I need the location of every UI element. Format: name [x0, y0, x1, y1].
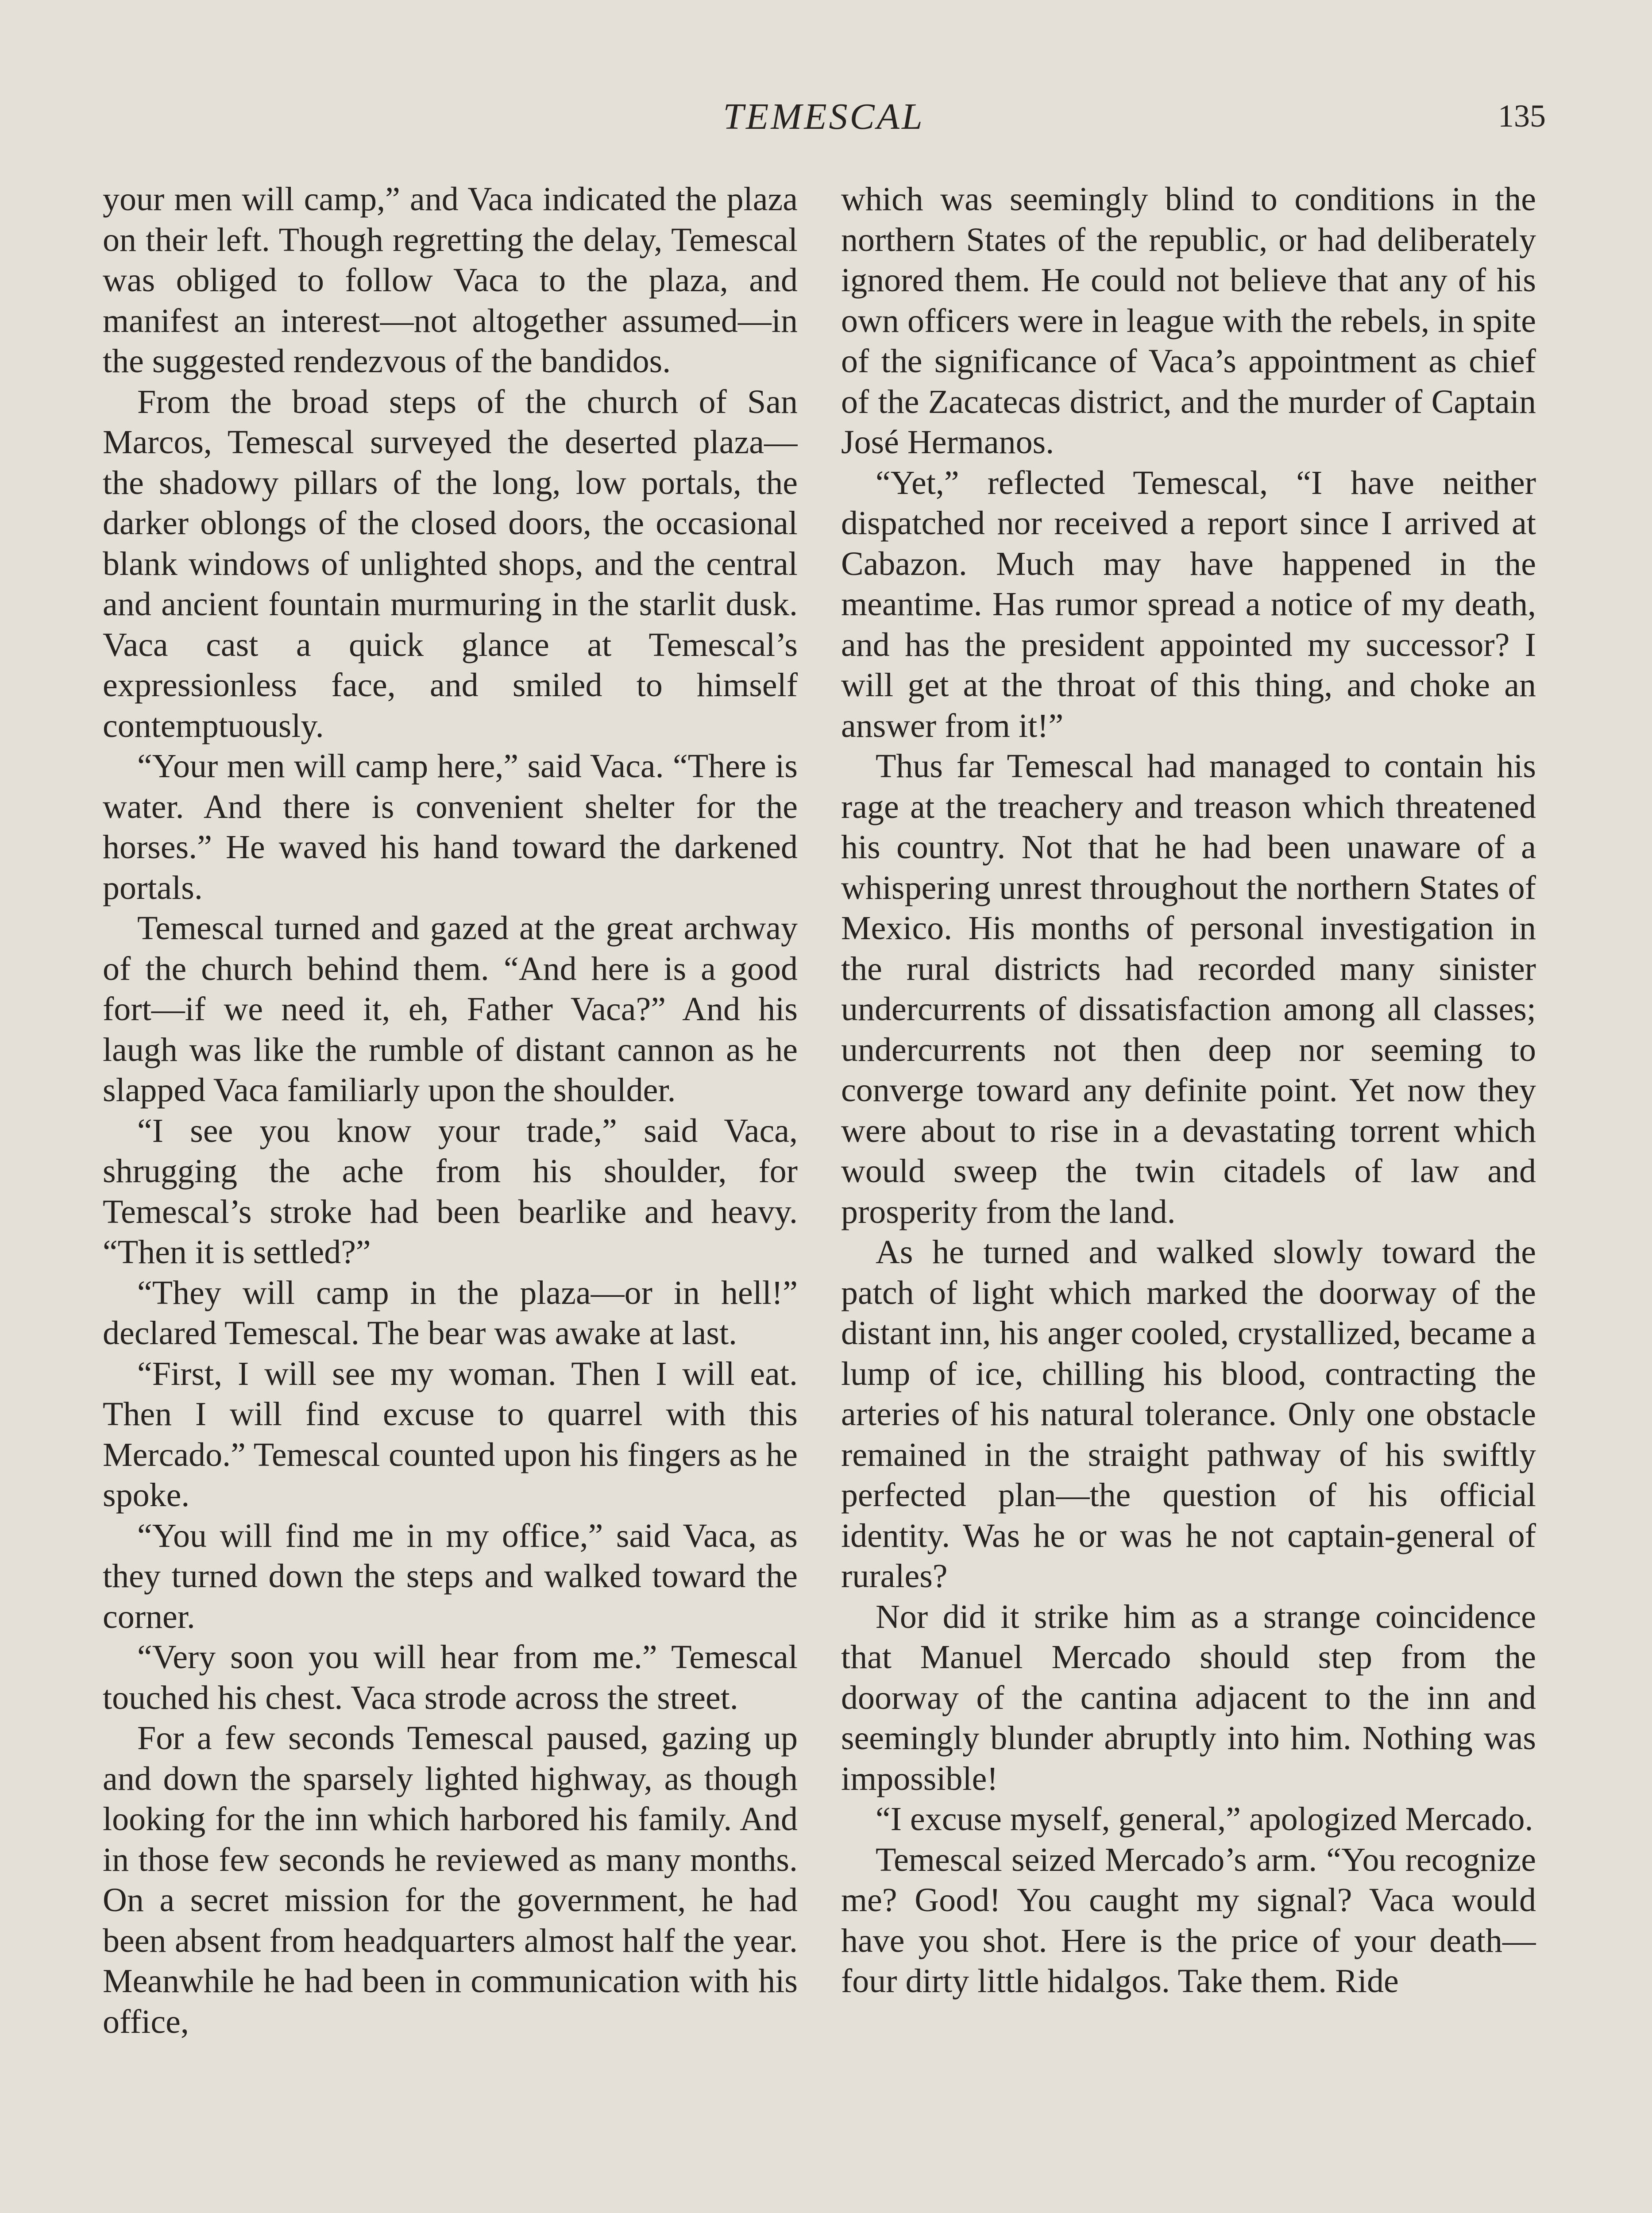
page-header — [102, 95, 1546, 144]
page-number: 135 — [1498, 98, 1546, 134]
paragraph: Nor did it strike him as a strange coincidence that Manuel Mercado should step from the doorway of the cantina adjacent to the inn and seemingly blunder abruptly into him. Nothing was impossible! — [841, 1598, 1536, 1797]
paragraph: “Yet,” reflected Temescal, “I have neither dispatched nor received a report since I arrived at Cabazon. Much may have happened in the meantime. Has rumor spread a notice of my death, and has the president appointed my successor? I will get at the throat of this thing, and choke an answer from it!” — [841, 464, 1536, 744]
paragraph: Temescal turned and gazed at the great archway of the church behind them. “And here is a good fort—if we need it, eh, Father Vaca?” And his laugh was like the rumble of distant cannon as he slapped Vaca familiarly upon the shoulder. — [103, 910, 798, 1109]
paragraph: “I excuse myself, general,” apologized Mercado. — [876, 1800, 1533, 1838]
left-column — [103, 179, 798, 2213]
paragraph: “Your men will camp here,” said Vaca. “There is water. And there is convenient shelter for the horses.” He waved his hand toward the darkened portals. — [103, 748, 798, 906]
paragraph: “First, I will see my woman. Then I will eat. Then I will find excuse to quarrel with this Mercado.” Temescal counted upon his fingers as he spoke. — [103, 1355, 798, 1514]
paragraph: your men will camp,” and Vaca indicated the plaza on their left. Though regretting the delay, Temescal was obliged to follow Vaca to the plaza, and manifest an interest—not altogether assumed—in the suggested rendezvous of the bandidos. — [103, 181, 798, 380]
paragraph: Thus far Temescal had managed to contain his rage at the treachery and treason which threatened his country. Not that he had been unaware of a whispering unrest throughout the northern States of Mexico. His months of personal investigation in the rural districts had recorded many sinister undercurrents of dissatisfaction among all classes; undercurrents not then deep nor seeming to converge toward any definite point. Yet now they were about to rise in a devastating torrent which would sweep the twin citadels of law and prosperity from the land. — [841, 748, 1536, 1230]
right-column — [841, 179, 1536, 2213]
paragraph: From the broad steps of the church of San Marcos, Temescal surveyed the deserted plaza—the shadowy pillars of the long, low portals, the darker oblongs of the closed doors, the occasional blank windows of unlighted shops, and the central and ancient fountain murmuring in the starlit dusk. Vaca cast a quick glance at Temescal’s expressionless face, and smiled to himself contemptuously. — [103, 383, 798, 744]
paragraph: “They will camp in the plaza—or in hell!” declared Temescal. The bear was awake at last. — [103, 1274, 798, 1352]
paragraph: which was seemingly blind to conditions in the northern States of the republic, or had deliberately ignored them. He could not believe that any of his own officers were in league with the rebels, in spite of the significance of Vaca’s appointment as chief of the Zacatecas district, and the murder of Captain José Hermanos. — [841, 181, 1536, 461]
paragraph: Temescal seized Mercado’s arm. “You recognize me? Good! You caught my signal? Vaca would have you shot. Here is the price of your death—four dirty little hidalgos. Take them. Ride — [841, 1841, 1536, 2000]
paragraph: “You will find me in my office,” said Vaca, as they turned down the steps and walked toward the corner. — [103, 1517, 798, 1635]
paragraph: “I see you know your trade,” said Vaca, shrugging the ache from his shoulder, for Temescal’s stroke had been bearlike and heavy. “Then it is settled?” — [103, 1112, 798, 1271]
paragraph: “Very soon you will hear from me.” Temescal touched his chest. Vaca strode across the street. — [103, 1639, 798, 1716]
running-title: TEMESCAL — [723, 96, 925, 137]
paragraph: For a few seconds Temescal paused, gazing up and down the sparsely lighted highway, as though looking for the inn which harbored his family. And in those few seconds he reviewed as many months. On a secret mission for the government, he had been absent from headquarters almost half the year. Meanwhile he had been in communication with his office, — [103, 1720, 798, 2040]
paragraph: As he turned and walked slowly toward the patch of light which marked the doorway of the distant inn, his anger cooled, crystallized, became a lump of ice, chilling his blood, contracting the arteries of his natural tolerance. Only one obstacle remained in the straight pathway of his swiftly perfected plan—the question of his official identity. Was he or was he not captain-general of rurales? — [841, 1234, 1536, 1595]
